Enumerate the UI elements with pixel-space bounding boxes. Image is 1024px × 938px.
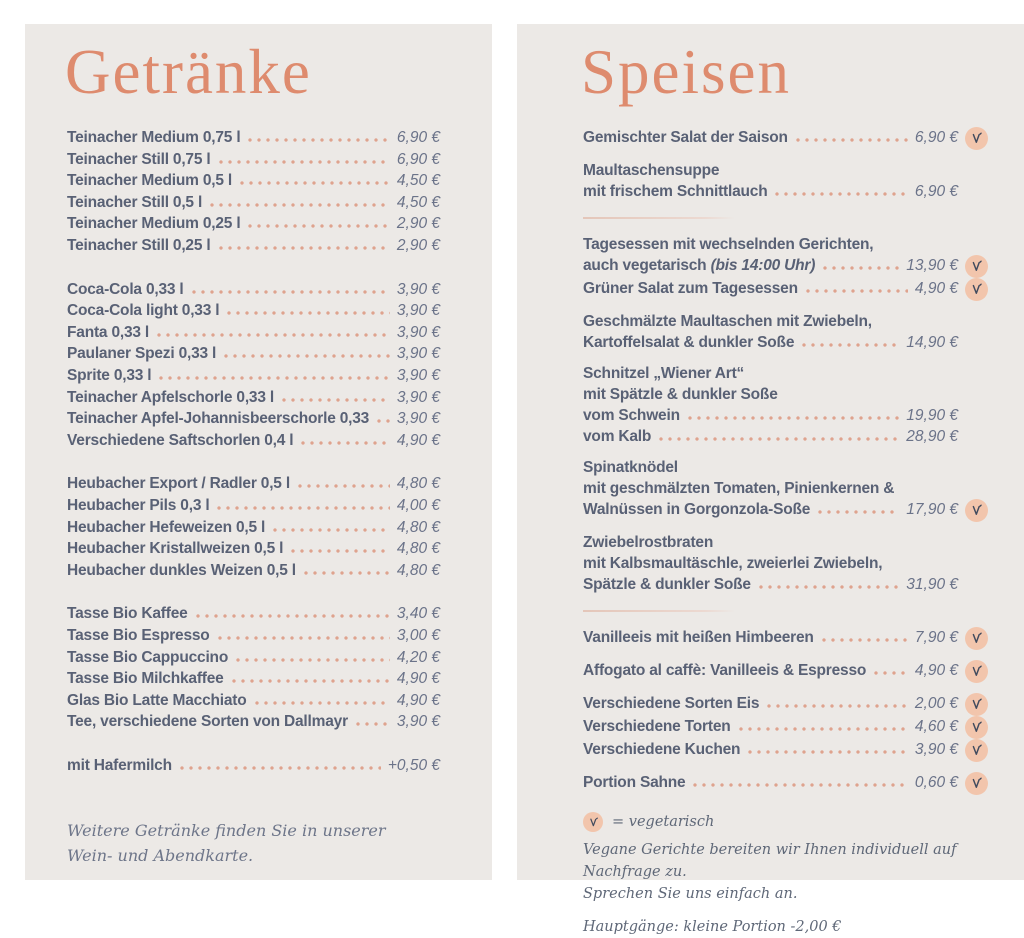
menu-item-row <box>67 279 440 301</box>
item-name: mit Hafermilch <box>67 756 172 774</box>
menu-item-row <box>583 716 988 739</box>
vegetarian-icon <box>965 772 988 795</box>
legend-text: = vegetarisch <box>612 814 715 831</box>
dotted-leader <box>796 138 908 142</box>
vegetarian-icon <box>583 812 603 832</box>
item-name: Grüner Salat zum Tagesessen <box>583 280 798 298</box>
item-name: Tee, verschiedene Sorten von Dallmayr <box>67 713 348 731</box>
item-price: 6,90 € <box>914 183 958 201</box>
item-price: 4,90 € <box>396 670 440 688</box>
menu-item-row <box>67 408 440 430</box>
food-block <box>583 457 988 522</box>
item-name: Teinacher Still 0,25 l <box>67 237 211 254</box>
dotted-leader <box>219 246 390 250</box>
item-name: Heubacher Hefeweizen 0,5 l <box>67 518 266 536</box>
food-block <box>583 627 988 650</box>
menu-item-row <box>67 603 440 625</box>
vegetarian-legend <box>583 812 988 832</box>
dotted-leader <box>748 750 908 754</box>
menu-item-row <box>67 365 440 387</box>
item-price: 4,90 € <box>914 662 958 680</box>
item-name: Teinacher Apfelschorle 0,33 l <box>67 388 274 406</box>
dotted-leader <box>240 181 390 185</box>
item-price: 7,90 € <box>914 629 958 647</box>
menu-item-row <box>67 560 440 582</box>
dotted-leader <box>180 766 381 770</box>
item-name: Heubacher Export / Radler 0,5 l <box>67 475 290 493</box>
menu-item-row <box>583 127 988 150</box>
item-name: Teinacher Medium 0,25 l <box>67 215 241 233</box>
dotted-leader <box>739 727 908 731</box>
time-note: (bis 14:00 Uhr) <box>710 257 816 275</box>
menu-item-row <box>583 405 988 426</box>
item-price: 3,00 € <box>396 626 440 644</box>
dotted-leader <box>196 614 390 618</box>
section-divider <box>583 217 735 219</box>
section-divider <box>583 610 735 612</box>
item-name: Paulaner Spezi 0,33 l <box>67 345 217 363</box>
item-name: vom Schwein <box>583 407 680 425</box>
vegetarian-icon <box>965 255 988 278</box>
item-price: 4,00 € <box>396 496 440 514</box>
food-block <box>583 363 988 447</box>
dotted-leader <box>759 585 899 589</box>
item-name: Heubacher dunkles Weizen 0,5 l <box>67 561 296 579</box>
dotted-leader <box>232 679 390 683</box>
item-price: 3,90 € <box>396 366 440 384</box>
dotted-leader <box>818 510 899 514</box>
item-price: 4,80 € <box>396 540 440 558</box>
item-name: Fanta 0,33 l <box>67 323 150 341</box>
vegetarian-icon <box>965 278 988 301</box>
dotted-leader <box>767 704 908 708</box>
menu-item-row <box>67 213 440 235</box>
item-price: 3,90 € <box>396 280 440 298</box>
dotted-leader <box>301 441 389 445</box>
item-name: Tasse Bio Espresso <box>67 626 210 644</box>
item-price: 2,90 € <box>396 215 440 233</box>
vegetarian-icon <box>965 739 988 762</box>
dotted-leader <box>210 203 390 207</box>
vegetarian-icon <box>965 627 988 650</box>
menu-item-row <box>67 647 440 669</box>
vegetarian-icon <box>965 716 988 739</box>
menu-item-row <box>583 255 988 278</box>
dotted-leader <box>227 311 390 315</box>
food-block <box>583 532 988 595</box>
item-price: 3,90 € <box>914 741 958 759</box>
menu-item-row <box>583 772 988 795</box>
menu-item-row <box>583 660 988 683</box>
menu-item-row <box>67 517 440 539</box>
menu-item-row <box>583 739 988 762</box>
menu-item-row <box>67 430 440 452</box>
item-name: Teinacher Still 0,75 l <box>67 150 211 168</box>
dotted-leader <box>802 343 899 347</box>
item-price: 4,60 € <box>914 718 958 736</box>
item-line: Maultaschensuppe <box>583 162 720 180</box>
menu-item-row <box>67 192 440 214</box>
menu-item-row <box>67 300 440 322</box>
menu-item-row <box>67 755 440 777</box>
dotted-leader <box>291 549 390 553</box>
dotted-leader <box>217 506 389 510</box>
food-block <box>583 127 988 150</box>
item-line: mit Spätzle & dunkler Soße <box>583 386 778 404</box>
dotted-leader <box>273 528 390 532</box>
drinks-title: Getränke <box>65 37 312 107</box>
item-name: auch vegetarisch (bis 14:00 Uhr) <box>583 257 816 275</box>
item-price: 4,50 € <box>396 193 440 211</box>
item-price: 3,90 € <box>396 388 440 406</box>
menu-item-row <box>583 426 988 447</box>
menu-item-row <box>67 387 440 409</box>
item-price: 4,20 € <box>396 648 440 666</box>
item-name: Tasse Bio Milchkaffee <box>67 670 224 688</box>
item-name: Coca-Cola 0,33 l <box>67 280 184 298</box>
menu-item-row <box>67 495 440 517</box>
item-price: 0,60 € <box>914 774 958 792</box>
dotted-leader <box>159 376 389 380</box>
item-price: 31,90 € <box>906 576 958 594</box>
vegetarian-icon <box>965 693 988 716</box>
drinks-panel <box>25 24 492 880</box>
dotted-leader <box>822 638 908 642</box>
item-name: Teinacher Apfel-Johannisbeerschorle 0,33 <box>67 410 370 428</box>
dotted-leader <box>298 484 390 488</box>
item-price: 19,90 € <box>906 407 958 425</box>
item-line: mit Kalbsmaultäschle, zweierlei Zwiebeln, <box>583 555 883 573</box>
item-price: 17,90 € <box>906 501 958 519</box>
dotted-leader <box>192 290 390 294</box>
dotted-leader <box>236 658 390 662</box>
menu-item-row <box>67 127 440 149</box>
dotted-leader <box>775 192 907 196</box>
menu-item-row <box>67 690 440 712</box>
item-name: Teinacher Medium 0,5 l <box>67 172 233 190</box>
food-block <box>583 311 988 353</box>
item-name: vom Kalb <box>583 428 652 446</box>
drinks-group-water <box>67 127 440 257</box>
menu-item-row <box>67 538 440 560</box>
item-price: 6,90 € <box>396 150 440 168</box>
item-price: 3,40 € <box>396 605 440 623</box>
item-price: 4,90 € <box>914 280 958 298</box>
food-block <box>583 693 988 762</box>
item-price: 4,90 € <box>396 431 440 449</box>
item-price: 3,90 € <box>396 302 440 320</box>
item-price: 14,90 € <box>906 334 958 352</box>
dotted-leader <box>356 722 390 726</box>
item-name: Glas Bio Latte Macchiato <box>67 691 247 709</box>
drinks-group-beer <box>67 473 440 581</box>
item-line: Tagesessen mit wechselnden Gerichten, <box>583 236 874 254</box>
dotted-leader <box>823 266 899 270</box>
item-price: 3,90 € <box>396 410 440 428</box>
menu-item-row <box>67 473 440 495</box>
menu-item-row <box>67 235 440 257</box>
food-panel <box>517 24 1024 936</box>
vegetarian-icon <box>965 660 988 683</box>
food-block <box>583 660 988 683</box>
item-name: Verschiedene Torten <box>583 718 731 736</box>
menu-item-row <box>67 322 440 344</box>
dotted-leader <box>874 671 908 675</box>
item-line: Spinatknödel <box>583 459 678 477</box>
food-block <box>583 160 988 202</box>
item-price: 2,00 € <box>914 695 958 713</box>
item-name: Teinacher Still 0,5 l <box>67 193 203 211</box>
vegan-note: Vegane Gerichte bereiten wir Ihnen individuell auf Nachfrage zu. Sprechen Sie uns einfach an. <box>583 842 957 903</box>
dotted-leader <box>224 354 390 358</box>
dotted-leader <box>304 571 390 575</box>
dotted-leader <box>659 437 899 441</box>
menu-item-row <box>67 170 440 192</box>
item-name: Walnüssen in Gorgonzola-Soße <box>583 501 811 519</box>
item-price: 3,90 € <box>396 323 440 341</box>
dotted-leader <box>806 289 908 293</box>
item-name: mit frischem Schnittlauch <box>583 183 768 201</box>
item-price: 6,90 € <box>914 129 958 147</box>
item-price: 4,80 € <box>396 518 440 536</box>
item-name: Gemischter Salat der Saison <box>583 129 788 147</box>
item-name: Sprite 0,33 l <box>67 366 152 384</box>
item-price: 13,90 € <box>906 257 958 275</box>
dotted-leader <box>688 416 899 420</box>
item-price: 3,90 € <box>396 345 440 363</box>
item-name: Tasse Bio Kaffee <box>67 605 188 623</box>
item-price: 4,50 € <box>396 172 440 190</box>
food-block <box>583 234 988 301</box>
menu-item-row <box>67 625 440 647</box>
item-price: 4,90 € <box>396 691 440 709</box>
menu-item-row <box>583 574 988 595</box>
dotted-leader <box>255 701 390 705</box>
menu-item-row <box>67 668 440 690</box>
food-block <box>583 772 988 795</box>
item-price: 28,90 € <box>906 428 958 446</box>
drinks-group-soft <box>67 279 440 452</box>
menu-item-row <box>67 149 440 171</box>
menu-item-row <box>583 332 988 353</box>
drinks-group-extras <box>67 755 440 777</box>
menu-item-row <box>583 181 988 202</box>
dotted-leader <box>218 636 390 640</box>
menu-item-row <box>583 278 988 301</box>
item-name: Heubacher Pils 0,3 l <box>67 496 210 514</box>
item-name: Portion Sahne <box>583 774 686 792</box>
item-name: Affogato al caffè: Vanilleeis & Espresso <box>583 662 867 680</box>
footnote-line: Weitere Getränke finden Sie in unserer <box>67 821 386 841</box>
dotted-leader <box>282 398 390 402</box>
item-price: +0,50 € <box>387 756 440 774</box>
item-name: Verschiedene Sorten Eis <box>583 695 760 713</box>
menu-item-row <box>67 343 440 365</box>
dotted-leader <box>248 224 389 228</box>
menu-item-row <box>583 693 988 716</box>
menu-item-row <box>583 499 988 522</box>
item-price: 3,90 € <box>396 713 440 731</box>
food-title: Speisen <box>581 37 791 107</box>
dotted-leader <box>219 160 390 164</box>
item-name: Verschiedene Saftschorlen 0,4 l <box>67 431 294 449</box>
drinks-footnote <box>67 818 440 868</box>
item-name: Heubacher Kristallweizen 0,5 l <box>67 540 284 558</box>
footnote-line: Wein- und Abendkarte. <box>67 846 254 866</box>
vegetarian-icon <box>965 499 988 522</box>
item-name: Kartoffelsalat & dunkler Soße <box>583 334 795 352</box>
item-name: Teinacher Medium 0,75 l <box>67 129 241 147</box>
item-price: 2,90 € <box>396 237 440 254</box>
menu-item-row <box>583 627 988 650</box>
item-name: Vanilleeis mit heißen Himbeeren <box>583 629 814 647</box>
item-line: mit geschmälzten Tomaten, Pinienkernen & <box>583 480 895 498</box>
item-price: 4,80 € <box>396 561 440 579</box>
item-line: Zwiebelrostbraten <box>583 534 714 552</box>
item-line: Geschmälzte Maultaschen mit Zwiebeln, <box>583 313 872 331</box>
dotted-leader <box>693 783 907 787</box>
vegetarian-icon <box>965 127 988 150</box>
drinks-group-coffee <box>67 603 440 733</box>
item-price: 4,80 € <box>396 475 440 493</box>
menu-item-row <box>67 711 440 733</box>
portion-note: Hauptgänge: kleine Portion -2,00 € <box>583 919 842 936</box>
item-name: Spätzle & dunkler Soße <box>583 576 751 594</box>
item-price: 6,90 € <box>396 129 440 147</box>
dotted-leader <box>377 419 390 423</box>
item-name: Tasse Bio Cappuccino <box>67 648 229 666</box>
dotted-leader <box>157 333 390 337</box>
item-line: Schnitzel „Wiener Art“ <box>583 365 745 383</box>
dotted-leader <box>248 138 389 142</box>
item-name: Verschiedene Kuchen <box>583 741 741 759</box>
item-name: Coca-Cola light 0,33 l <box>67 302 220 320</box>
